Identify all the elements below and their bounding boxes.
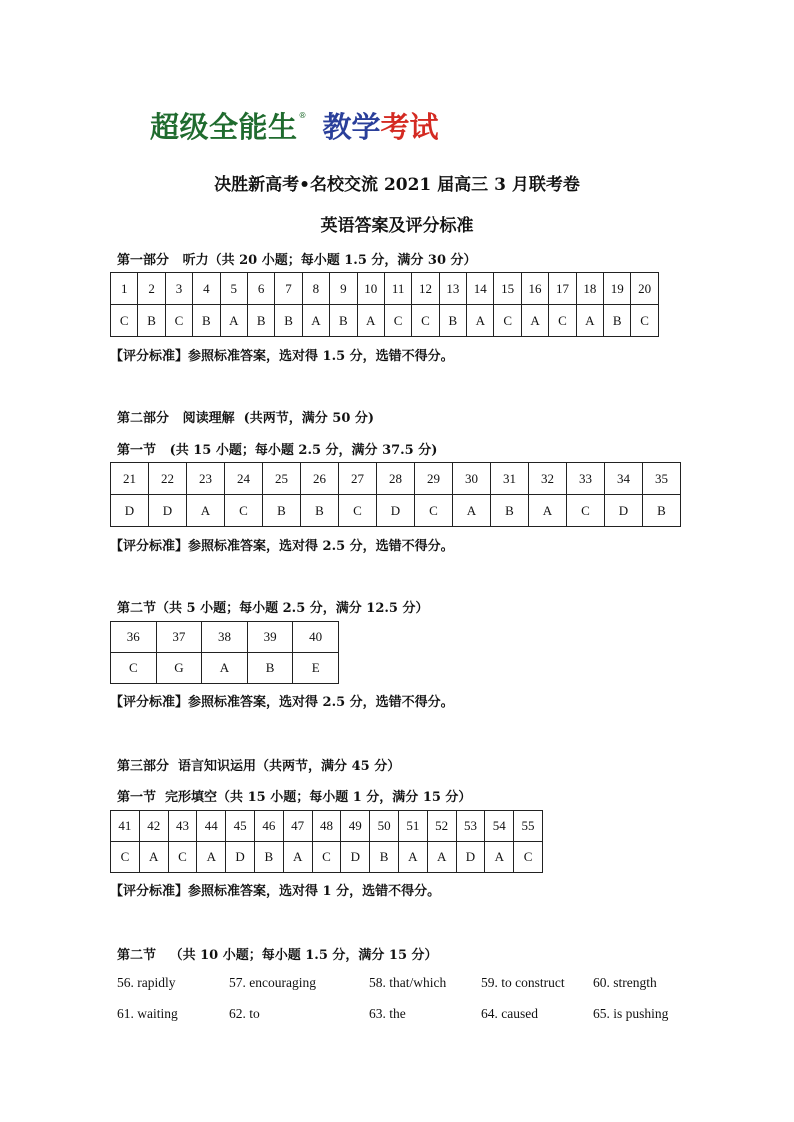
part2-sec2-answer-table (110, 621, 339, 684)
answer-cell: C (111, 305, 138, 337)
question-number-cell: 36 (111, 622, 157, 653)
question-number-cell: 11 (384, 273, 411, 305)
question-number-cell: 37 (156, 622, 202, 653)
question-number-cell: 53 (456, 811, 485, 842)
answer-row (111, 653, 339, 684)
answer-cell: B (439, 305, 466, 337)
answer-cell: C (111, 842, 140, 873)
question-number-cell: 47 (283, 811, 312, 842)
answer-cell: C (494, 305, 521, 337)
exam-title: 决胜新高考•名校交流 2021 届高三 3 月联考卷 (214, 175, 580, 195)
question-number-cell: 42 (139, 811, 168, 842)
answer-cell: A (529, 495, 567, 527)
logo (150, 110, 439, 146)
question-number-cell: 40 (293, 622, 339, 653)
answer-cell: D (456, 842, 485, 873)
answer-cell: D (377, 495, 415, 527)
question-number-cell: 22 (149, 463, 187, 495)
part3-sec1-answer-table (110, 810, 543, 873)
question-number-cell: 54 (485, 811, 514, 842)
question-number-cell: 41 (111, 811, 140, 842)
answer-cell: B (138, 305, 165, 337)
question-number-cell: 55 (514, 811, 543, 842)
question-number-cell: 12 (412, 273, 439, 305)
answer-cell: C (415, 495, 453, 527)
answer-cell: A (485, 842, 514, 873)
question-number-cell: 51 (398, 811, 427, 842)
answer-cell: A (283, 842, 312, 873)
question-number-cell: 4 (193, 273, 220, 305)
question-number-cell: 35 (643, 463, 681, 495)
answer-cell: C (312, 842, 341, 873)
answer-cell: C (384, 305, 411, 337)
answer-cell: B (193, 305, 220, 337)
logo-subtitle-part2: 考试 (380, 110, 439, 144)
question-number-cell: 39 (247, 622, 293, 653)
answer-cell: B (275, 305, 302, 337)
answer-cell: A (220, 305, 247, 337)
answer-cell: A (139, 842, 168, 873)
answer-cell: C (412, 305, 439, 337)
question-number-cell: 3 (165, 273, 192, 305)
question-number-cell: 43 (168, 811, 197, 842)
answer-cell: D (605, 495, 643, 527)
answer-cell: D (111, 495, 149, 527)
answer-cell: A (357, 305, 384, 337)
answer-cell: C (514, 842, 543, 873)
question-number-cell: 1 (111, 273, 138, 305)
question-number-cell: 45 (226, 811, 255, 842)
fill-answer-59: 59. to construct (481, 975, 565, 990)
part1-scoring-note: 【评分标准】参照标准答案，选对得 1.5 分，选错不得分。 (110, 349, 454, 364)
answer-cell: B (604, 305, 631, 337)
part2-sec1-answer-table (110, 462, 681, 527)
part2-sec2-scoring-note: 【评分标准】参照标准答案，选对得 2.5 分，选错不得分。 (110, 695, 454, 710)
answer-cell: D (341, 842, 370, 873)
answer-row (111, 495, 681, 527)
part1-heading: 第一部分 听力（共 20 小题；每小题 1.5 分，满分 30 分） (117, 253, 477, 268)
question-number-cell: 48 (312, 811, 341, 842)
answer-cell: C (168, 842, 197, 873)
fill-answer-65: 65. is pushing (593, 1006, 669, 1021)
question-number-cell: 49 (341, 811, 370, 842)
question-number-cell: 15 (494, 273, 521, 305)
question-number-cell: 44 (197, 811, 226, 842)
question-number-cell: 28 (377, 463, 415, 495)
part2-sec1-scoring-note: 【评分标准】参照标准答案，选对得 2.5 分，选错不得分。 (110, 539, 454, 554)
answer-cell: A (302, 305, 329, 337)
question-number-cell: 29 (415, 463, 453, 495)
question-number-cell: 27 (339, 463, 377, 495)
answer-cell: A (398, 842, 427, 873)
answer-row (111, 842, 543, 873)
part2-sec2-heading: 第二节（共 5 小题；每小题 2.5 分，满分 12.5 分） (117, 601, 429, 616)
question-number-cell: 14 (467, 273, 494, 305)
answer-cell: B (491, 495, 529, 527)
answer-cell: A (521, 305, 548, 337)
answer-cell: C (567, 495, 605, 527)
answer-cell: C (165, 305, 192, 337)
answer-cell: D (226, 842, 255, 873)
answer-cell: C (111, 653, 157, 684)
answer-cell: A (202, 653, 248, 684)
logo-subtitle (323, 110, 439, 144)
question-number-cell: 38 (202, 622, 248, 653)
question-number-cell: 10 (357, 273, 384, 305)
fill-answer-58: 58. that/which (369, 975, 447, 990)
answer-cell: E (293, 653, 339, 684)
fill-answer-56: 56. rapidly (117, 975, 176, 990)
answer-cell: B (247, 653, 293, 684)
fill-answer-57: 57. encouraging (229, 975, 316, 990)
question-number-cell: 17 (549, 273, 576, 305)
question-number-cell: 31 (491, 463, 529, 495)
answer-cell: A (453, 495, 491, 527)
question-number-cell: 26 (301, 463, 339, 495)
question-number-cell: 23 (187, 463, 225, 495)
question-number-cell: 7 (275, 273, 302, 305)
question-number-cell: 8 (302, 273, 329, 305)
question-number-cell: 34 (605, 463, 643, 495)
answer-cell: B (370, 842, 399, 873)
number-row (111, 273, 659, 305)
question-number-cell: 16 (521, 273, 548, 305)
fill-answer-64: 64. caused (481, 1006, 538, 1021)
number-row (111, 463, 681, 495)
fill-answer-60: 60. strength (593, 975, 657, 990)
question-number-cell: 20 (631, 273, 658, 305)
question-number-cell: 19 (604, 273, 631, 305)
answer-row (111, 305, 659, 337)
answer-cell: B (263, 495, 301, 527)
answer-cell: B (254, 842, 283, 873)
part3-sec1-scoring-note: 【评分标准】参照标准答案，选对得 1 分，选错不得分。 (110, 884, 441, 899)
question-number-cell: 46 (254, 811, 283, 842)
number-row (111, 622, 339, 653)
answer-cell: A (576, 305, 603, 337)
answer-cell: B (643, 495, 681, 527)
answer-cell: A (427, 842, 456, 873)
answer-cell: G (156, 653, 202, 684)
question-number-cell: 30 (453, 463, 491, 495)
answer-cell: C (631, 305, 658, 337)
number-row (111, 811, 543, 842)
answer-cell: A (467, 305, 494, 337)
logo-brand: 超级全能生 (150, 110, 298, 144)
answer-key-title: 英语答案及评分标准 (320, 216, 474, 236)
logo-registered-mark: ® (298, 111, 307, 120)
answer-cell: C (339, 495, 377, 527)
question-number-cell: 18 (576, 273, 603, 305)
question-number-cell: 21 (111, 463, 149, 495)
question-number-cell: 52 (427, 811, 456, 842)
part3-heading: 第三部分 语言知识运用（共两节，满分 45 分） (117, 759, 401, 774)
question-number-cell: 13 (439, 273, 466, 305)
question-number-cell: 24 (225, 463, 263, 495)
answer-cell: A (197, 842, 226, 873)
question-number-cell: 6 (247, 273, 274, 305)
fill-answer-62: 62. to (229, 1006, 260, 1021)
answer-cell: C (549, 305, 576, 337)
question-number-cell: 5 (220, 273, 247, 305)
part3-sec1-heading: 第一节 完形填空（共 15 小题；每小题 1 分，满分 15 分） (117, 790, 472, 805)
part2-sec1-heading: 第一节 (共 15 小题；每小题 2.5 分，满分 37.5 分) (117, 443, 438, 458)
question-number-cell: 2 (138, 273, 165, 305)
question-number-cell: 32 (529, 463, 567, 495)
question-number-cell: 25 (263, 463, 301, 495)
question-number-cell: 9 (330, 273, 357, 305)
answer-cell: A (187, 495, 225, 527)
part2-heading: 第二部分 阅读理解 (共两节，满分 50 分) (117, 411, 375, 426)
answer-cell: B (301, 495, 339, 527)
part3-sec2-heading: 第二节 （共 10 小题；每小题 1.5 分，满分 15 分） (117, 948, 438, 963)
answer-cell: B (330, 305, 357, 337)
question-number-cell: 50 (370, 811, 399, 842)
part1-answer-table (110, 272, 659, 337)
fill-answer-63: 63. the (369, 1006, 406, 1021)
fill-answer-61: 61. waiting (117, 1006, 178, 1021)
answer-cell: D (149, 495, 187, 527)
answer-cell: B (247, 305, 274, 337)
answer-cell: C (225, 495, 263, 527)
logo-subtitle-part1: 教学 (322, 110, 381, 144)
question-number-cell: 33 (567, 463, 605, 495)
